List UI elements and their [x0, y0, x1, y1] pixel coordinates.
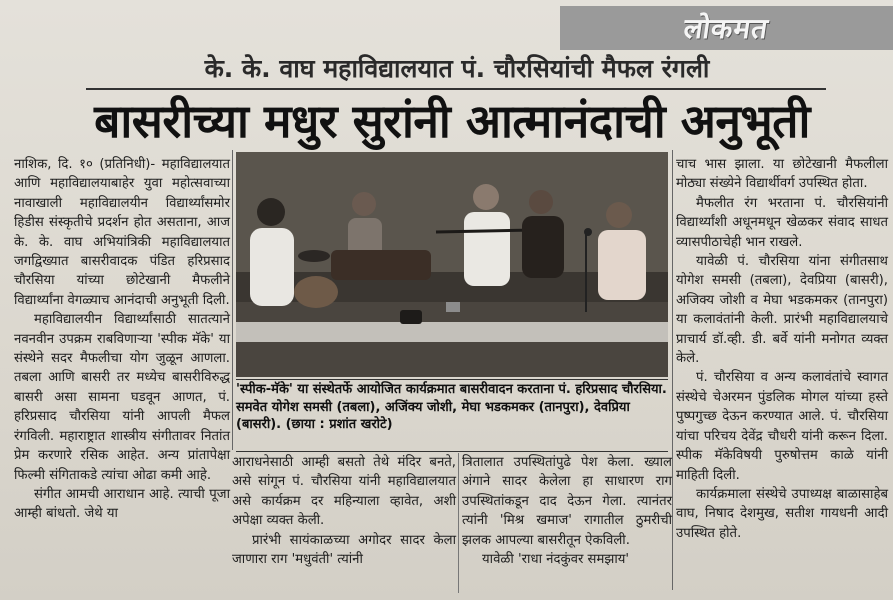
kicker-underline	[86, 88, 826, 90]
article-kicker: के. के. वाघ महाविद्यालयात पं. चौरसियांची मैफल रंगली	[204, 54, 710, 83]
photo-caption: 'स्पीक-मॅके' या संस्थेतर्फे आयोजित कार्यक्रमात बासरीवादन करताना पं. हरिप्रसाद चौरसिया. समवेत योगेश समसी (तबला), अजिंक्य जोशी, मेघा भडकमकर (तानपुरा), देवप्रिया (बासरी). (छाया : प्रशांत खरोटे)	[236, 379, 668, 452]
paragraph: पं. चौरसिया व अन्य कलावंतांचे स्वागत संस्थेचे चेअरमन पुंडलिक मोगल यांच्या हस्ते पुष्पगुच्छ देऊन करण्यात आले. पं. चौरसिया यांचा परिचय देवेंद्र चौधरी यांनी करून दिला. स्पीक मॅकेविषयी पुरुषोत्तम काळे यांनी माहिती दिली.	[676, 370, 888, 483]
article-column-2b	[462, 453, 672, 569]
paragraph: यावेळी 'राधा नंदकुंवर समझाय'	[482, 552, 630, 568]
article-column-2a	[232, 453, 456, 569]
column-divider	[232, 150, 233, 450]
article-headline: बासरीच्या मधुर सुरांनी आत्मानंदाची अनुभूती	[94, 94, 810, 148]
newspaper-masthead	[560, 6, 893, 50]
article-column-3	[676, 155, 888, 543]
concert-photo	[236, 152, 668, 377]
paragraph: चाच भास झाला. या छोटेखानी मैफलीला मोठ्या संख्येने विद्यार्थीवर्ग उपस्थित होता.	[676, 157, 888, 192]
paragraph: मैफलीत रंग भरताना पं. चौरसियांनी विद्यार्थ्यांशी अधूनमधून खेळकर संवाद साधत व्यासपीठाचेही भान राखले.	[676, 195, 888, 250]
paragraph: त्रितालात उपस्थितांपुढे पेश केला. ख्याल अंगाने सादर केलेला हा साधारण राग उपस्थितांकडून दाद देऊन गेला. त्यानंतर त्यांनी 'मिश्र खमाज' रागातील ठुमरीची झलक आपल्या बासरीतून ऐकविली.	[462, 455, 672, 548]
paragraph: आराधनेसाठी आम्ही बसतो तेथे मंदिर बनते, असे सांगून पं. चौरसिया यांनी महाविद्यालयात असे कार्यक्रम दर महिन्याला व्हावेत, अशी अपेक्षा व्यक्त केली.	[232, 455, 456, 529]
paragraph: प्रारंभी सायंकाळच्या अगोदर सादर केला जाणारा राग 'मधुवंती' त्यांनी	[232, 532, 456, 568]
newspaper-logo: लोकमत	[681, 12, 771, 45]
paragraph: यावेळी पं. चौरसिया यांना संगीतसाथ योगेश समसी (तबला), देवप्रिया (बासरी), अजिक्य जोशी व मेघा भडकमकर (तानपुरा) या कलावंतांनी केली. प्रारंभी महाविद्यालयाचे प्राचार्य डॉ.व्ही. डी. बर्वे यांनी मनोगत व्यक्त केले.	[676, 254, 888, 367]
column-divider	[458, 453, 459, 593]
concert-photo-image	[236, 152, 668, 377]
paragraph: नाशिक, दि. १० (प्रतिनिधी)- महाविद्यालयात आणि महाविद्यालयाबाहेर युवा महोत्सवाच्या नावाखाली महाविद्यालयीन विद्यार्थ्यांसमोर हिडीस संस्कृतीचे प्रदर्शन होत असताना, आज के. के. वाघ अभियांत्रिकी महाविद्यालयात जगद्विख्यात बासरीवादक पंडित हरिप्रसाद चौरसिया यांच्या छोटेखानी मैफलीने विद्यार्थ्यांना वेगळ्याच आनंदाची अनुभूती दिली.	[14, 157, 230, 308]
paragraph: कार्यक्रमाला संस्थेचे उपाध्यक्ष बाळासाहेब वाघ, निषाद देशमुख, सतीश गायधनी आदी उपस्थित होते.	[676, 486, 888, 541]
article-column-1	[14, 155, 230, 524]
paragraph: संगीत आमची आराधान आहे. त्याची पूजा आम्ही बांधतो. जेथे या	[14, 486, 230, 522]
column-divider	[672, 150, 673, 590]
paragraph: महाविद्यालयीन विद्यार्थ्यांसाठी सातत्याने नवनवीन उपक्रम राबविणाऱ्या 'स्पीक मॅके' या संस्थेने सदर मैफलीचा योग जुळून आणला. तबला आणि बासरी तर मध्येच बासरीविरुद्ध बासरी असा सामना घडवून आणत, पं. हरिप्रसाद चौरसिया यांनी आपली मैफल रंगविली. महाराष्ट्रात शास्त्रीय संगीतावर नितांत प्रेम करणारे रसिक आहेत. अन्य प्रांतापेक्षा फिल्मी संगिताकडे त्यांचा ओढा कमी आहे.	[14, 312, 230, 483]
